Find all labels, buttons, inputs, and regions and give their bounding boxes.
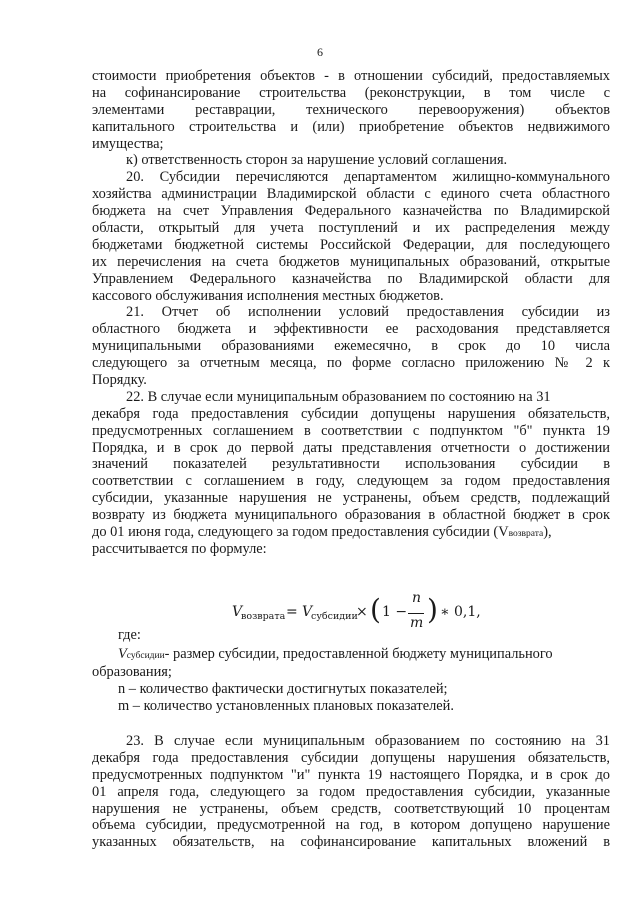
text-line: области, открытый для учета поступлений и их распределения между [92,220,610,237]
page-number: 6 [317,45,323,59]
text-block-top [92,68,610,558]
text-line: их перечисления на счета бюджетов муниципальных образований, открытые [92,253,610,270]
text-line: Порядка, и в срок до первой даты представления отчетности о достижении [92,439,610,456]
paragraph-22-start: 22. В случае если муниципальным образованием по состоянию на 31 [126,388,551,405]
text-line: Управлением Федерального казначейства по Владимирской области для [92,270,610,287]
text-line: указанных обязательств, на софинансирование капитальных вложений в [92,834,610,851]
legend-line: образования; [92,663,172,680]
text-line: декабря года предоставления субсидии допущены нарушения обязательств, [92,405,610,422]
formula-v: V [232,604,243,620]
formula-equals: = [286,604,298,620]
text-line: бюджета на счет Управления Федерального казначейства по Владимирской [92,203,610,220]
text-line: предусмотренных соглашением в соответствии с подпунктом "б" пункта 19 [92,422,610,439]
text-line: Порядку. [92,372,147,389]
text-line: на софинансирование строительства (реконструкции, в том числе с [92,84,610,101]
text-line: предусмотренных подпунктом "и" пункта 19 настоящего Порядка, и в срок до [92,766,610,783]
text-line: стоимости приобретения объектов - в отношении субсидий, предоставляемых [92,68,610,84]
formula-denominator: m [410,615,424,631]
legend-line: n – количество фактически достигнутых показателей; [118,680,448,697]
text-line: следующего за отчетным месяца, по форме согласно приложению № 2 к [92,355,610,372]
paragraph-20-start: 20. Субсидии перечисляются департаментом жилищно-коммунального [126,169,610,186]
text-line: возврату из бюджета муниципального образования в областной бюджет в срок [92,507,610,524]
text-line: 01 апреля года, следующего за годом предоставления субсидии, указанные [92,783,610,800]
text-line: хозяйства администрации Владимирской области с единого счета областного [92,186,610,203]
text-line: декабря года предоставления субсидии допущены нарушения обязательств, [92,749,610,766]
formula-lparen: ( [370,593,381,626]
text-line: элементами реставрации, технического перевооружения) объектов [92,101,610,118]
text-line: к) ответственность сторон за нарушение условий соглашения. [126,152,508,169]
text-line: значений показателей результативности использования субсидии в [92,456,610,473]
text-line: субсидии, указанные нарушения не устранены, объем средств, подлежащий [92,490,610,507]
text-line: соответствии с соглашением в году, следующем за годом предоставления [92,473,610,490]
formula-one-minus: 1 − [382,604,408,620]
text-block-bottom [92,733,610,851]
text-line: кассового обслуживания исполнения местных бюджетов. [92,287,444,304]
paragraph-23-start: 23. В случае если муниципальным образованием по состоянию на 31 [126,733,610,749]
text-line: имущества; [92,135,164,152]
text-line: рассчитывается по формуле: [92,540,267,557]
text-line: капитального строительства и (или) приобретение объектов недвижимого [92,118,610,135]
legend-line: m – количество установленных плановых показателей. [118,697,454,714]
text-line: областного бюджета и эффективности ее расходования представляется [92,321,610,338]
text-line: объема субсидии, предусмотренной на год, в котором допущено нарушение [92,817,610,834]
formula-sub: субсидии [311,611,358,622]
text-line: нарушения не устранены, объем средств, соответствующий 10 процентам [92,800,610,817]
formula-v: V [302,604,313,620]
where-label: где: [118,627,141,643]
legend-line: Vсубсидии- размер субсидии, предоставленной бюджету муниципального [118,645,553,662]
formula-sub: возврата [241,611,286,622]
text-line: муниципальными образованиями ежемесячно, в срок до 10 числа [92,338,610,355]
text-line: до 01 июня года, следующего за годом предоставления субсидии (Vвозврата), [92,524,552,541]
formula-tail: ∗ 0,1, [440,604,481,620]
formula-rparen: ) [427,593,438,626]
formula-times: × [356,604,368,620]
paragraph-21-start: 21. Отчет об исполнении условий предоставления субсидии из [126,304,610,321]
formula-numerator: n [412,590,422,606]
v-return-subscript: возврата [508,529,544,540]
formula-legend [92,627,610,715]
text-line: бюджетами бюджетной системы Российской Федерации, для последующего [92,236,610,253]
fraction-bar [408,613,424,614]
